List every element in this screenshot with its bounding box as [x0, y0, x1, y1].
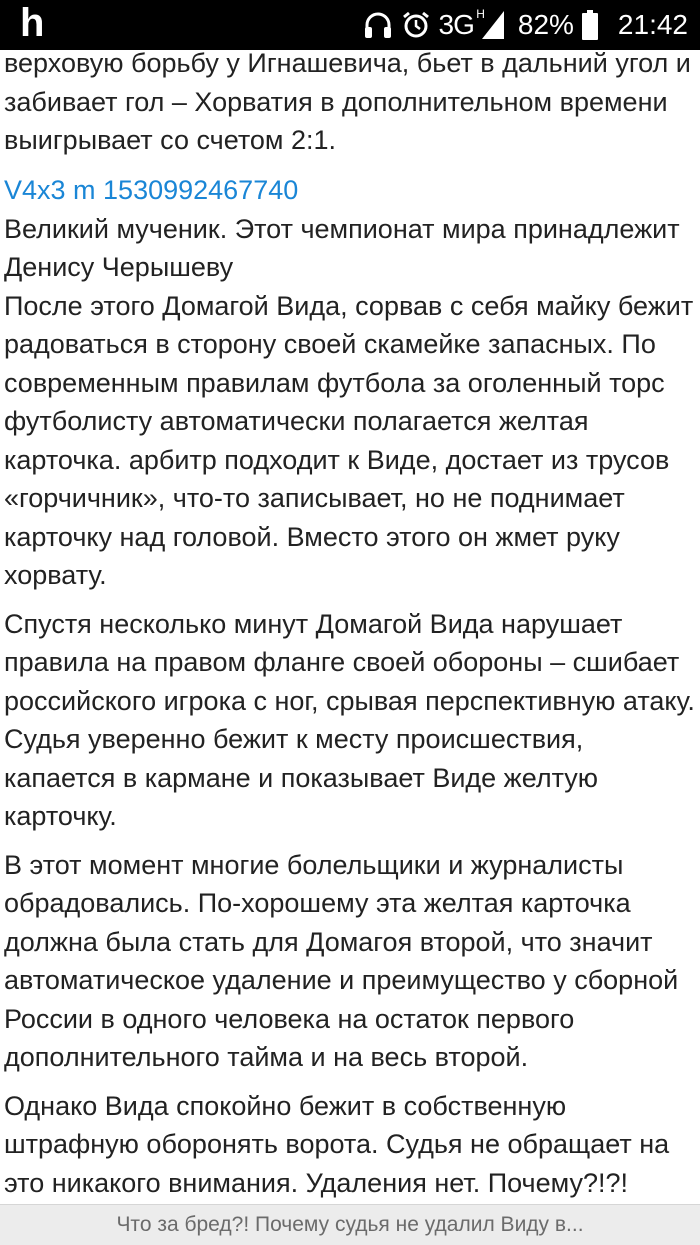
article-title-bar[interactable] — [0, 1204, 700, 1245]
alarm-icon — [401, 10, 431, 40]
battery-icon — [582, 10, 598, 40]
article-paragraph: В этот момент многие болельщики и журналисты обрадовались. По-хорошему эта желтая карточка должна была стать для Домагоя второй, что значит автоматическое удаление и преимущество у сборной России в одного человека на остаток первого дополнительного тайма и на весь второй. — [4, 849, 679, 1072]
headphones-icon — [363, 10, 393, 40]
signal-icon — [482, 11, 504, 39]
battery-percent: 82% — [517, 9, 574, 40]
article-paragraph: Спустя несколько минут Домагой Вида нарушает правила на правом фланге своей обороны – сшибает российского игрока с ног, срывая перспективную атаку. Судья уверенно бежит к месту происшествия, капается в кармане и показывает Виде желтую карточку. — [4, 608, 695, 831]
article-paragraph: После этого Домагой Вида, сорвав с себя майку бежит радоваться в сторону своей скамейке запасных. По современным правилам футбола за оголенный торс футболисту автоматически полагается желтая карточка. арбитр подходит к Виде, достает из трусов «горчичник», что-то записывает, но не поднимает карточку над головой. Вместо этого он жмет руку хорвату. — [4, 290, 694, 590]
comment-author-link[interactable]: V4x3 m 1530992467740 — [4, 174, 299, 205]
network-sup-label: H — [476, 7, 484, 21]
comment-text: Великий мученик. Этот чемпионат мира принадлежит Денису Черышеву — [4, 213, 680, 282]
clock: 21:42 — [617, 9, 688, 40]
article-paragraph: Однако Вида спокойно бежит в собственную штрафную оборонять ворота. Судья не обращает на это никакого внимания. Удаления нет. Почему?!?! — [4, 1090, 670, 1198]
app-logo[interactable]: h — [20, 1, 45, 45]
article-title: Что за бред?! Почему судья не удалил Виду в... — [116, 1213, 584, 1236]
article-content — [0, 44, 700, 1212]
status-icons — [363, 9, 688, 41]
status-bar — [0, 0, 700, 50]
article-paragraph: верховую борьбу у Игнашевича, бьет в дальний угол и забивает гол – Хорватия в дополнительном времени выигрывает со счетом 2:1. — [4, 48, 691, 155]
network-type — [438, 7, 484, 41]
network-type-label: 3G — [438, 9, 474, 40]
